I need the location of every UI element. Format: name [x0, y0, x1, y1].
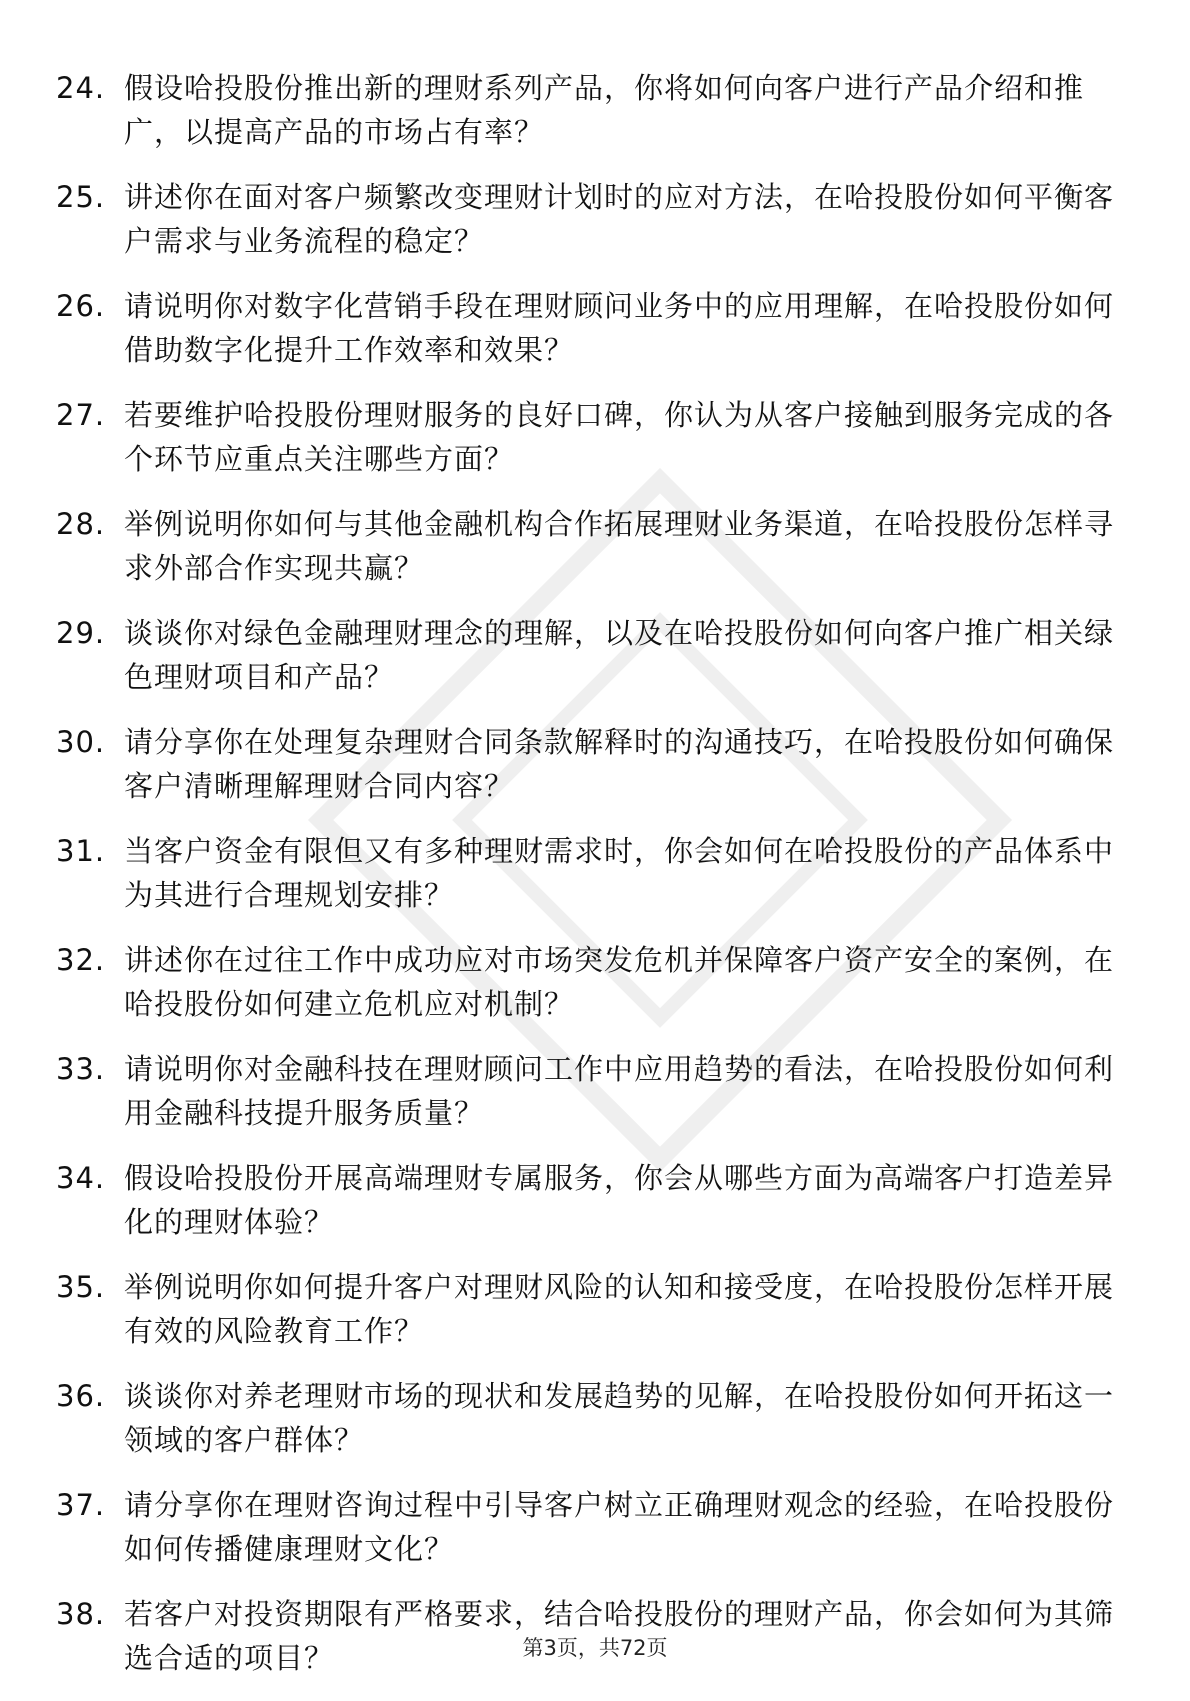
question-number: 36. — [56, 1379, 106, 1413]
list-item — [56, 611, 1116, 699]
list-item — [56, 393, 1116, 481]
question-text: 请说明你对金融科技在理财顾问工作中应用趋势的看法，在哈投股份如何利用金融科技提升服务质量？ — [124, 1052, 1115, 1130]
question-text: 请分享你在理财咨询过程中引导客户树立正确理财观念的经验，在哈投股份如何传播健康理财文化？ — [124, 1488, 1115, 1566]
question-list — [56, 66, 1116, 1701]
question-text: 当客户资金有限但又有多种理财需求时，你会如何在哈投股份的产品体系中为其进行合理规划安排？ — [124, 834, 1115, 912]
question-number: 28. — [56, 507, 106, 541]
question-text: 谈谈你对养老理财市场的现状和发展趋势的见解，在哈投股份如何开拓这一领域的客户群体？ — [124, 1379, 1115, 1457]
question-number: 30. — [56, 725, 106, 759]
list-item — [56, 829, 1116, 917]
question-text: 若客户对投资期限有严格要求，结合哈投股份的理财产品，你会如何为其筛选合适的项目？ — [124, 1597, 1115, 1675]
question-number: 29. — [56, 616, 106, 650]
question-text: 请分享你在处理复杂理财合同条款解释时的沟通技巧，在哈投股份如何确保客户清晰理解理财合同内容？ — [124, 725, 1115, 803]
list-item — [56, 1265, 1116, 1353]
question-number: 26. — [56, 289, 106, 323]
question-number: 32. — [56, 943, 106, 977]
question-text: 举例说明你如何提升客户对理财风险的认知和接受度，在哈投股份怎样开展有效的风险教育工作？ — [124, 1270, 1115, 1348]
list-item — [56, 66, 1116, 154]
question-text: 请说明你对数字化营销手段在理财顾问业务中的应用理解，在哈投股份如何借助数字化提升工作效率和效果？ — [124, 289, 1115, 367]
list-item — [56, 1047, 1116, 1135]
question-text: 假设哈投股份开展高端理财专属服务，你会从哪些方面为高端客户打造差异化的理财体验？ — [124, 1161, 1115, 1239]
question-number: 34. — [56, 1161, 106, 1195]
question-text: 讲述你在过往工作中成功应对市场突发危机并保障客户资产安全的案例，在哈投股份如何建立危机应对机制？ — [124, 943, 1115, 1021]
list-item — [56, 1374, 1116, 1462]
list-item — [56, 720, 1116, 808]
question-text: 谈谈你对绿色金融理财理念的理解，以及在哈投股份如何向客户推广相关绿色理财项目和产品？ — [124, 616, 1115, 694]
question-number: 25. — [56, 180, 106, 214]
question-number: 31. — [56, 834, 106, 868]
question-number: 37. — [56, 1488, 106, 1522]
question-text: 举例说明你如何与其他金融机构合作拓展理财业务渠道，在哈投股份怎样寻求外部合作实现共赢？ — [124, 507, 1115, 585]
question-number: 33. — [56, 1052, 106, 1086]
page-footer: 第3页，共72页 — [522, 1636, 668, 1660]
question-text: 讲述你在面对客户频繁改变理财计划时的应对方法，在哈投股份如何平衡客户需求与业务流程的稳定？ — [124, 180, 1115, 258]
list-item — [56, 1156, 1116, 1244]
question-number: 24. — [56, 71, 106, 105]
question-number: 27. — [56, 398, 106, 432]
list-item — [56, 175, 1116, 263]
question-text: 若要维护哈投股份理财服务的良好口碑，你认为从客户接触到服务完成的各个环节应重点关注哪些方面？ — [124, 398, 1115, 476]
list-item — [56, 938, 1116, 1026]
question-number: 35. — [56, 1270, 106, 1304]
list-item — [56, 1483, 1116, 1571]
question-text: 假设哈投股份推出新的理财系列产品，你将如何向客户进行产品介绍和推广，以提高产品的市场占有率？ — [124, 71, 1085, 149]
question-number: 38. — [56, 1597, 106, 1631]
list-item — [56, 284, 1116, 372]
list-item — [56, 502, 1116, 590]
